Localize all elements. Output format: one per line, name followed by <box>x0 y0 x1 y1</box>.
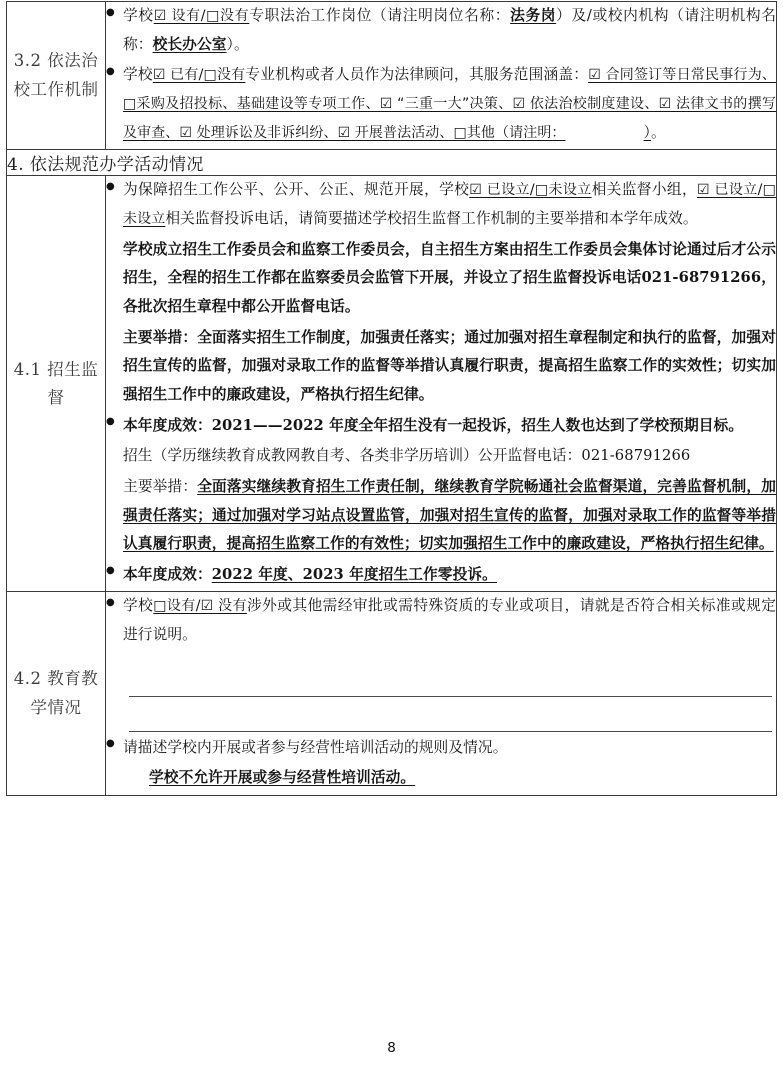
text-pre: 学校 <box>123 597 154 615</box>
bullet-list-4-2 <box>106 592 776 793</box>
question-commercial-training: ● 请描述学校内开展或者参与经营性培训活动的规则及情况。 <box>123 738 508 756</box>
list-item <box>106 2 776 59</box>
row-label-4-1: 4.1 招生监督 <box>7 176 106 592</box>
bullet-list-3-2 <box>106 2 776 147</box>
table-row <box>7 2 777 150</box>
page-number: 8 <box>387 1040 396 1056</box>
text-mid-1: 相关监督小组， <box>591 181 698 199</box>
list-item <box>106 176 776 233</box>
compliance-table <box>6 1 777 796</box>
list-item <box>106 61 776 147</box>
text-underlined-measures: 全面落实继续教育招生工作责任制，继续教育学院畅通社会监督渠道，完善监督机制，加强责任落实；通过加强对学习站点设置监管，加强对招生宣传的监督，加强对录取工作的监督等举措认真履行职责，提高招生监察工作的有效性；切实加强招生工作中的廉政建设，严格执行招生纪律。 <box>123 477 776 553</box>
checkbox-choice-foreign-programs[interactable]: □设有/☑ 没有 <box>153 598 248 615</box>
table-row <box>7 592 777 796</box>
bullet-list-4-1 <box>106 176 776 589</box>
blank-answer-line-1[interactable] <box>129 666 772 697</box>
list-item <box>106 734 776 763</box>
checkbox-choice-legal-post[interactable]: ☑ 设有/□没有 <box>153 8 250 24</box>
filled-org-name: 校长办公室 <box>152 35 227 53</box>
filled-post-name: 法务岗 <box>510 7 557 24</box>
row-label-4-2: 4.2 教育教学情况 <box>7 592 106 796</box>
text-mid-2: 相关监督投诉电话，请简要描述学校招生监督工作机制的主要举措和本学年成效。 <box>165 209 698 227</box>
list-item <box>106 473 776 559</box>
list-item <box>106 561 776 590</box>
text-mid: 涉外或其他需经审批或需特殊资质的专业或项目，请就是否符合相关标准或规定进行说明。 <box>123 597 776 644</box>
text-mid: 专业机构或者人员作为法律顾问，其服务范围涵盖： <box>245 66 589 84</box>
text-pre: 为保障招生工作公平、公开、公正、规范开展，学校 <box>123 181 470 199</box>
row-label-3-2: 3.2 依法治校工作机制 <box>7 2 106 150</box>
answer-commercial-training: 学校不允许开展或参与经营性培训活动。 <box>149 769 416 787</box>
list-item <box>106 324 776 410</box>
paragraph-committee-description: 学校成立招生工作委员会和监察工作委员会，自主招生方案由招生工作委员会集体讨论通过后才公示招生，全程的招生工作都在监察委员会监管下开展，并设立了招生监督投诉电话021-68791266，各批次招生章程中都公开监督电话。 <box>123 240 776 315</box>
statement-foreign-programs <box>123 592 776 649</box>
row-content-4-1 <box>106 176 777 592</box>
list-item <box>106 236 776 322</box>
text-pre: 学校 <box>123 66 153 84</box>
checkbox-choice-legal-advisor[interactable]: ☑ 已有/□没有 <box>152 67 246 84</box>
table-row-section-heading <box>7 150 777 176</box>
statement-legal-advisor <box>123 61 776 147</box>
checkbox-choice-complaint-hotline[interactable]: ☑ 已设立/□未设立 <box>123 182 776 227</box>
row-content-4-2 <box>106 592 777 796</box>
statement-admission-supervision <box>123 176 776 233</box>
answer-commercial-training-wrap <box>123 764 776 793</box>
text-underlined-results: 2022 年度、2023 年度招生工作零投诉。 <box>211 565 497 583</box>
paragraph-main-measures: 主要举措：全面落实招生工作制度，加强责任落实；通过加强对招生章程制定和执行的监督，加强对招生宣传的监督，加强对录取工作的监督等举措认真履行职责，提高招生监察工作的实效性；切实加强招生工作中的廉政建设，严格执行招生纪律。 <box>123 328 776 403</box>
text-prefix: 本年度成效： <box>123 565 212 583</box>
paragraph-continuing-ed-hotline: 招生（学历继续教育成教网教自考、各类非学历培训）公开监督电话：021-68791266 <box>123 447 691 465</box>
text-prefix: 主要举措： <box>123 477 198 495</box>
text-pre: 学校 <box>123 7 154 24</box>
table-row <box>7 176 777 592</box>
list-item <box>106 442 776 471</box>
text-tail: ）。 <box>226 35 249 53</box>
checkbox-choice-supervision-group[interactable]: ☑ 已设立/□未设立 <box>469 182 592 199</box>
section-heading-4: 4. 依法规范办学活动情况 <box>7 150 777 176</box>
list-item <box>106 764 776 793</box>
list-item <box>106 412 776 441</box>
paragraph-continuing-ed-measures <box>123 473 776 559</box>
statement-legal-post <box>123 2 776 59</box>
blank-answer-line-2[interactable] <box>129 701 772 732</box>
text-tail: 。 <box>650 123 666 141</box>
text-mid-2: ）及/或校内机构（请注明机构名称： <box>123 7 776 53</box>
text-mid: 专职法治工作岗位（请注明岗位名称： <box>249 7 511 24</box>
list-item <box>106 592 776 649</box>
row-content-3-2 <box>106 2 777 150</box>
paragraph-continuing-ed-results <box>123 561 776 590</box>
list-item <box>106 666 776 732</box>
checkbox-scope-list[interactable]: ☑ 合同签订等日常民事行为、□采购及招投标、基础建设等专项工作、☑ “三重一大”决策、☑ 依法治校制度建设、☑ 法律文书的撰写及审查、☑ 处理诉讼及非诉纠纷、☑ 开展普法活动、□其他（请注明： <box>123 67 777 141</box>
paragraph-annual-results: ● 本年度成效：2021——2022 年度全年招生没有一起投诉，招生人数也达到了学校预期目标。 <box>123 416 744 434</box>
text-tail-paren: ） <box>643 123 651 141</box>
